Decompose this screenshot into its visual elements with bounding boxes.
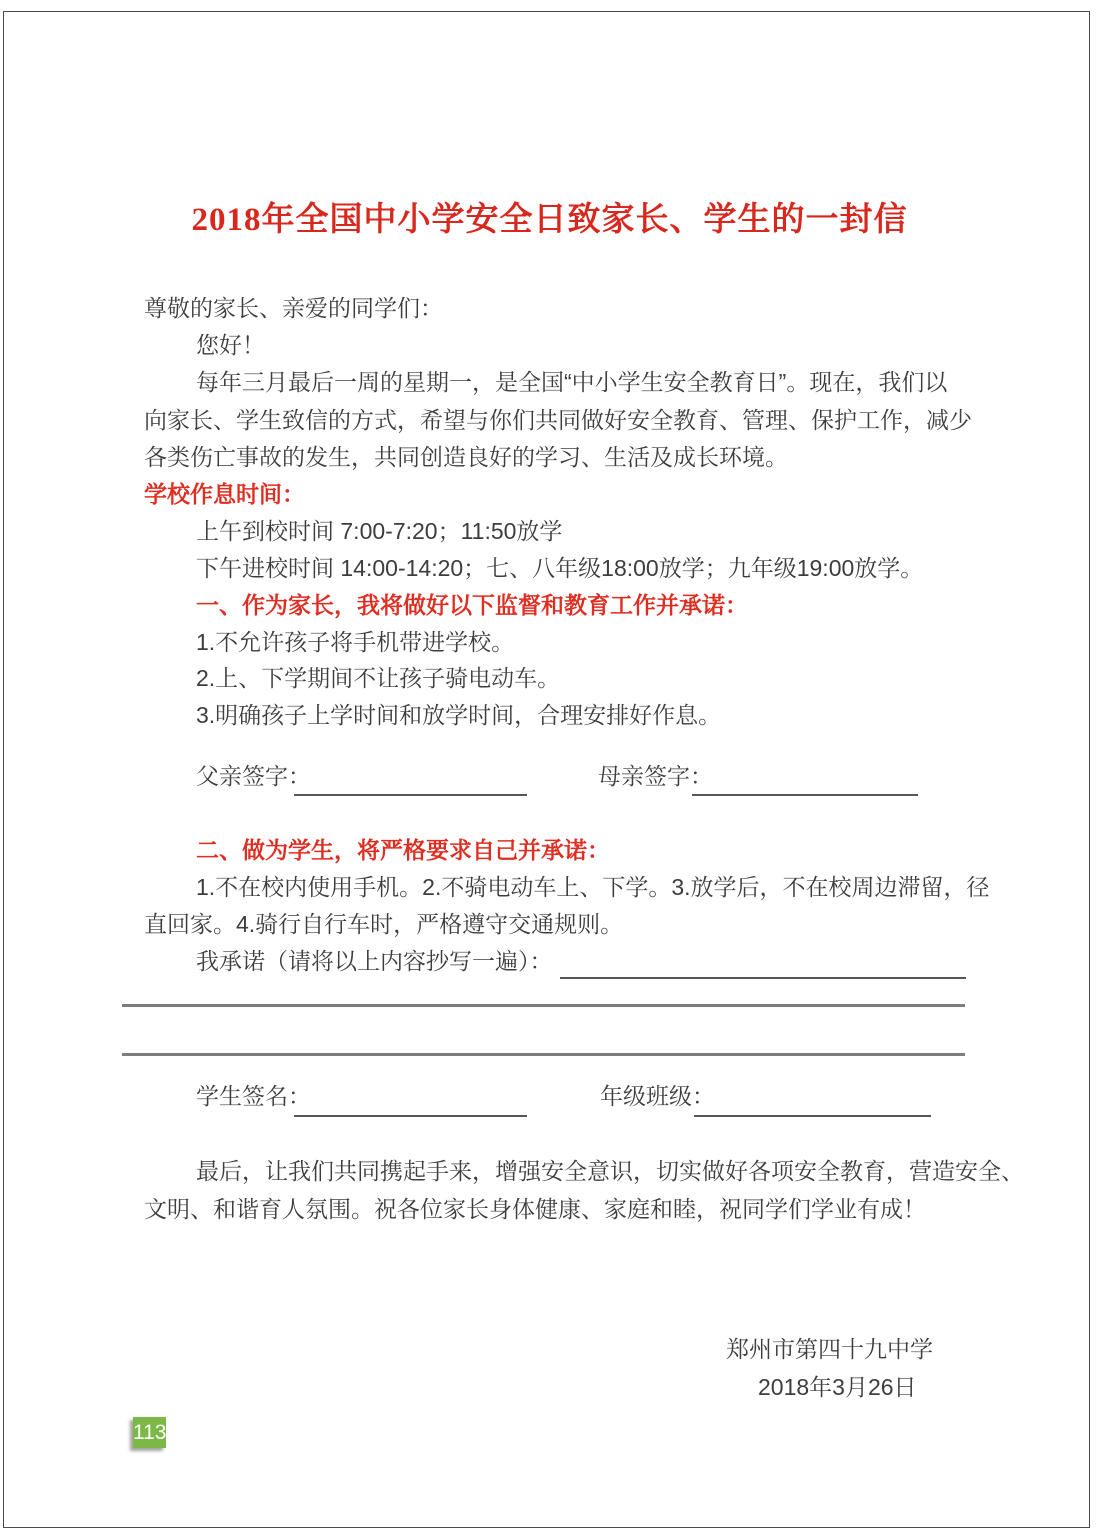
closing-line-1: 最后，让我们共同携起手来，增强安全意识，切实做好各项安全教育，营造安全、: [196, 1158, 1024, 1184]
copy-rule-line-2: [122, 1053, 965, 1056]
section2-line-1: 1.不在校内使用手机。2.不骑电动车上、下学。3.放学后，不在校周边滞留，径: [196, 874, 990, 900]
student-signature-label: 学生签名：: [196, 1083, 311, 1109]
section1-item-1: 1.不允许孩子将手机带进学校。: [196, 629, 515, 655]
schedule-line-morning: 上午到校时间 7:00-7:20；11:50放学: [196, 518, 563, 544]
section2-heading: 二、做为学生，将严格要求自己并承诺：: [196, 837, 610, 863]
promise-label: 我承诺（请将以上内容抄写一遍）：: [196, 948, 553, 974]
grade-class-label: 年级班级：: [600, 1083, 715, 1109]
intro-line-2: 向家长、学生致信的方式，希望与你们共同做好安全教育、管理、保护工作，减少: [144, 407, 972, 433]
mother-signature-line: [692, 794, 918, 796]
student-signature-line: [294, 1115, 527, 1117]
closing-line-2: 文明、和谐育人氛围。祝各位家长身体健康、家庭和睦，祝同学们学业有成！: [144, 1196, 926, 1222]
promise-fill-line: [560, 977, 966, 979]
section1-item-2: 2.上、下学期间不让孩子骑电动车。: [196, 665, 561, 691]
section2-line-2: 直回家。4.骑行自行车时，严格遵守交通规则。: [144, 911, 624, 937]
father-signature-line: [294, 794, 527, 796]
section1-heading: 一、作为家长，我将做好以下监督和教育工作并承诺：: [196, 592, 748, 618]
salutation: 尊敬的家长、亲爱的同学们：: [144, 295, 443, 321]
schedule-heading: 学校作息时间：: [144, 481, 305, 507]
copy-rule-line-1: [122, 1004, 965, 1007]
signature-date: 2018年3月26日: [758, 1374, 917, 1400]
section1-item-3: 3.明确孩子上学时间和放学时间，合理安排好作息。: [196, 702, 722, 728]
grade-class-line: [694, 1115, 931, 1117]
mother-signature-label: 母亲签字：: [598, 763, 713, 789]
signature-school: 郑州市第四十九中学: [726, 1336, 933, 1362]
document-title: 2018年全国中小学安全日致家长、学生的一封信: [191, 202, 908, 238]
page-number-badge: 113: [133, 1417, 166, 1448]
father-signature-label: 父亲签字：: [196, 763, 311, 789]
intro-line-1: 每年三月最后一周的星期一，是全国“中小学生安全教育日”。现在，我们以: [196, 369, 948, 395]
intro-line-3: 各类伤亡事故的发生，共同创造良好的学习、生活及成长环境。: [144, 444, 788, 470]
greeting: 您好！: [196, 332, 265, 358]
schedule-line-afternoon: 下午进校时间 14:00-14:20；七、八年级18:00放学；九年级19:00放学。: [196, 555, 924, 581]
